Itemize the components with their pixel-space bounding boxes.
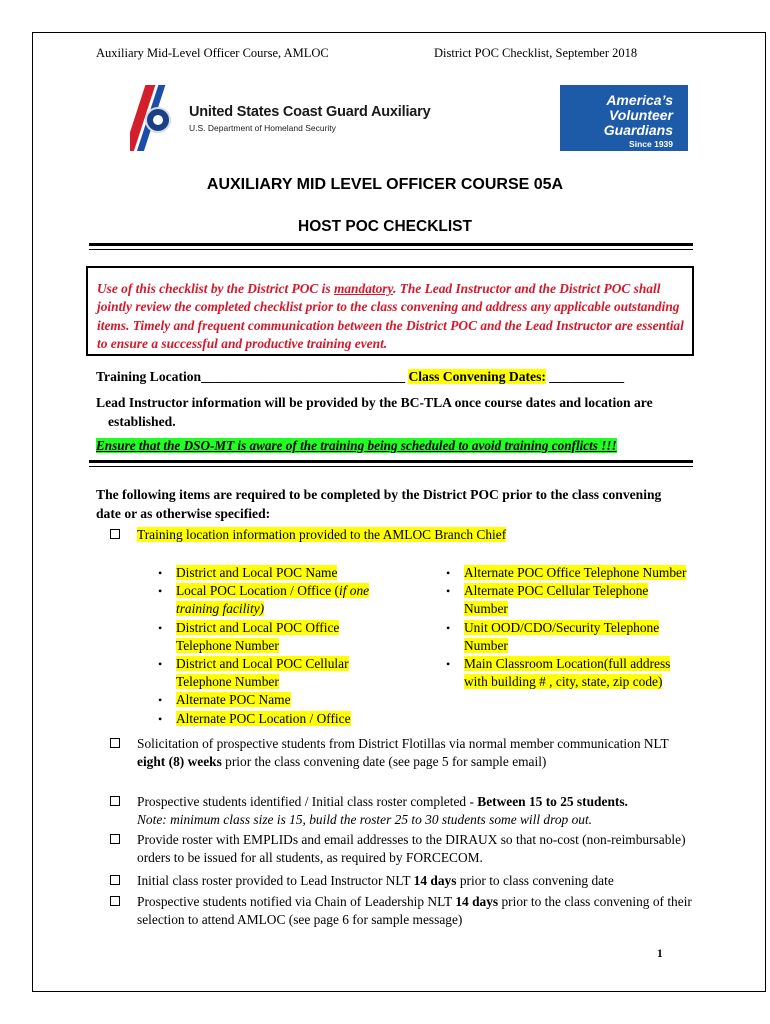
section-rule-thin: [89, 466, 693, 467]
bullet-text: Alternate POC Cellular Telephone Number: [464, 583, 649, 617]
intro-text: The following items are required to be completed by the District POC prior to the class convening date or as otherwise specified:: [96, 487, 662, 521]
page-number: 1: [657, 948, 663, 960]
notice-text-1: Use of this checklist by the District POC is: [97, 281, 334, 296]
bullet-italic: if one training facility): [176, 583, 370, 617]
since-label: Since 1939: [629, 139, 673, 149]
item-text: prior to the class convening of their selection to attend AMLOC (see page 6 for sample message): [137, 894, 692, 927]
checkbox[interactable]: [110, 896, 120, 906]
org-name: United States Coast Guard Auxiliary: [189, 104, 431, 120]
tagline-block: [560, 85, 688, 151]
lead-instructor-line: Lead Instructor information will be provided by the BC-TLA once course dates and location are established.: [96, 395, 653, 429]
list-item: [152, 655, 397, 691]
header-left: Auxiliary Mid-Level Officer Course, AMLOC: [96, 46, 329, 60]
section-rule-thick: [89, 460, 693, 463]
bullet-text: Alternate POC Location / Office: [176, 710, 351, 726]
document-subtitle: HOST POC CHECKLIST: [298, 218, 472, 235]
item-text: Prospective students notified via Chain of Leadership NLT: [137, 894, 456, 909]
title-rule-thick: [89, 243, 693, 246]
item-emphasis: 14 days: [455, 894, 499, 909]
dso-notice-text: Ensure that the DSO-MT is aware of the training being scheduled to avoid training conflicts !!!: [96, 438, 617, 453]
training-location-line: [96, 368, 624, 387]
bullet-text: District and Local POC Name: [176, 565, 338, 580]
item-text: Provide roster with EMPLIDs and email addresses to the DIRAUX so that no-cost (non-reimbursable) orders to be issued for all students, as required by FORCECOM.: [137, 832, 686, 865]
item-note: Note: minimum class size is 15, build the roster 25 to 30 students some will drop out.: [137, 812, 593, 827]
list-item: [440, 655, 690, 691]
item-text: Prospective students identified / Initial class roster completed -: [137, 794, 478, 809]
document-title: AUXILIARY MID LEVEL OFFICER COURSE 05A: [206, 176, 564, 193]
list-item: [152, 691, 397, 709]
checkbox[interactable]: [110, 875, 120, 885]
bullet-text: Alternate POC Name: [176, 692, 291, 708]
tagline-line-3: Guardians: [603, 122, 673, 138]
lead-instructor-text: [96, 394, 696, 431]
item-text: Initial class roster provided to Lead Instructor NLT: [137, 873, 414, 888]
bullet-text: Local POC Location / Office (: [176, 583, 339, 599]
item-text: Solicitation of prospective students from District Flotillas via normal member communication NLT: [137, 736, 669, 751]
tagline-line-1: America’s: [606, 92, 673, 108]
org-subtitle: U.S. Department of Homeland Security: [189, 123, 336, 133]
list-item: [152, 564, 397, 582]
item-location-info-text: Training location information provided to the AMLOC Branch Chief: [137, 527, 507, 542]
bullet-text: Alternate POC Office Telephone Number: [464, 565, 687, 580]
item-emphasis: Between 15 to 25 students.: [477, 794, 628, 809]
mandatory-notice: [86, 266, 694, 356]
checkbox[interactable]: [110, 796, 120, 806]
convening-dates-blank: ___________: [545, 369, 625, 384]
item-text: prior the class convening date (see page 5 for sample email): [221, 754, 547, 769]
dso-notice: [96, 437, 617, 456]
list-item: [440, 582, 690, 618]
bullet-text: Unit OOD/CDO/Security Telephone Number: [464, 619, 660, 653]
checkbox[interactable]: [110, 738, 120, 748]
list-item: [152, 619, 397, 655]
convening-dates-label: Class Convening Dates:: [408, 369, 546, 384]
tagline-line-2: Volunteer: [608, 107, 673, 123]
header-right: District POC Checklist, September 2018: [434, 46, 638, 60]
bullet-text: Main Classroom Location(full address with building # , city, state, zip code): [464, 656, 671, 690]
list-item: [440, 564, 690, 582]
notice-mandatory: mandatory: [333, 281, 393, 296]
bullet-list-left: [152, 564, 397, 728]
bullet-text: District and Local POC Cellular Telephone Number: [176, 656, 349, 690]
item-emphasis: 14 days: [413, 873, 457, 888]
training-location-label: Training Location______________________________: [96, 369, 406, 384]
bullet-text: District and Local POC Office Telephone Number: [176, 619, 340, 653]
item-text: prior to class convening date: [456, 873, 614, 888]
list-item: [440, 619, 690, 655]
list-item: [152, 710, 397, 728]
title-rule-thin: [89, 249, 693, 250]
checkbox[interactable]: [110, 529, 120, 539]
auxiliary-seal-icon: [145, 107, 171, 133]
checkbox[interactable]: [110, 834, 120, 844]
item-emphasis: eight (8) weeks: [137, 754, 222, 769]
list-item: [152, 582, 397, 618]
notice-text-2: . The Lead Instructor and the District POC shall jointly review the completed checklist prior to the class convening and address any applicable outstanding items. Timely and frequent communication between the District POC and the Lead Instructor are essential to ensure a successful and productive training event.: [97, 281, 684, 352]
bullet-list-right: [440, 564, 690, 691]
